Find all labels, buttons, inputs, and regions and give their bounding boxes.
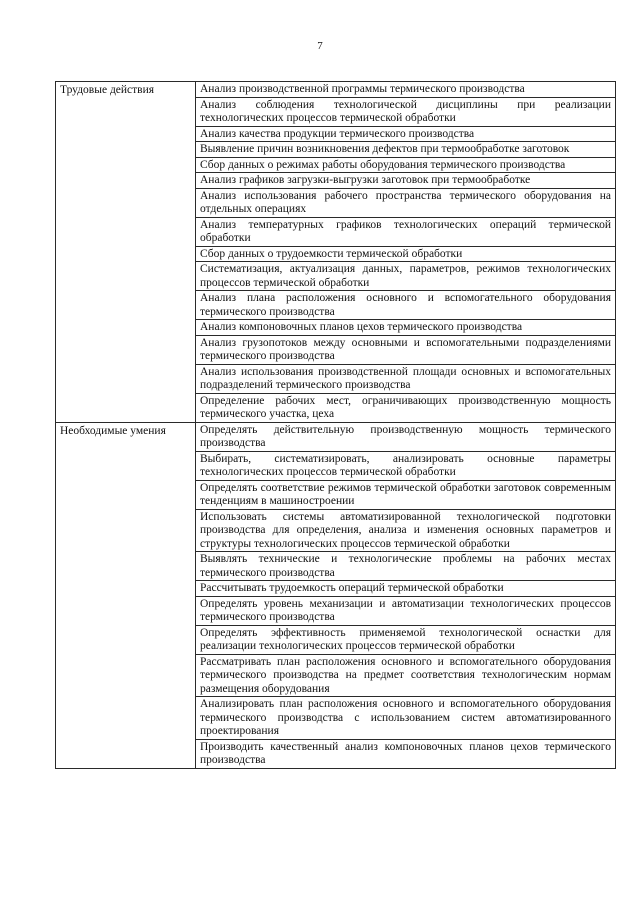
requirements-table	[55, 81, 616, 769]
section-item: Сбор данных о трудоемкости термической обработки	[196, 246, 616, 262]
section-item: Анализ компоновочных планов цехов термического производства	[196, 320, 616, 336]
section-item: Рассчитывать трудоемкость операций термической обработки	[196, 581, 616, 597]
section-item: Выбирать, систематизировать, анализировать основные параметры технологических процессов термической обработки	[196, 451, 616, 480]
section-item: Определение рабочих мест, ограничивающих производственную мощность термического участка, цеха	[196, 393, 616, 422]
section-item: Выявление причин возникновения дефектов при термообработке заготовок	[196, 142, 616, 158]
section-item: Определять уровень механизации и автоматизации технологических процессов термического производства	[196, 596, 616, 625]
section-item: Сбор данных о режимах работы оборудования термического производства	[196, 157, 616, 173]
section-item: Рассматривать план расположения основного и вспомогательного оборудования термического производства на предмет соответствия технологическим нормам размещения оборудования	[196, 654, 616, 697]
section-item: Систематизация, актуализация данных, параметров, режимов технологических процессов термической обработки	[196, 262, 616, 291]
section-item: Анализировать план расположения основного и вспомогательного оборудования термического производства с использованием систем автоматизированного проектирования	[196, 697, 616, 740]
page-number: 7	[317, 40, 323, 52]
section-item: Анализ производственной программы термического производства	[196, 82, 616, 98]
section-item: Производить качественный анализ компоновочных планов цехов термического производства	[196, 739, 616, 768]
section-item: Использовать системы автоматизированной технологической подготовки производства для определения, анализа и изменения основных параметров и структуры технологических процессов термической обработки	[196, 509, 616, 552]
section-item: Определять действительную производственную мощность термического производства	[196, 422, 616, 451]
table-row	[56, 422, 616, 451]
section-item: Анализ использования производственной площади основных и вспомогательных подразделений термического производства	[196, 364, 616, 393]
section-item: Анализ соблюдения технологической дисциплины при реализации технологических процессов термической обработки	[196, 97, 616, 126]
section-item: Анализ качества продукции термического производства	[196, 126, 616, 142]
section-item: Выявлять технические и технологические проблемы на рабочих местах термического производства	[196, 552, 616, 581]
section-item: Анализ использования рабочего пространства термического оборудования на отдельных операциях	[196, 188, 616, 217]
section-item: Определять эффективность применяемой технологической оснастки для реализации технологических процессов термической обработки	[196, 625, 616, 654]
section-item: Определять соответствие режимов термической обработки заготовок современным тенденциям в машиностроении	[196, 480, 616, 509]
section-label: Необходимые умения	[56, 422, 196, 768]
table-row	[56, 82, 616, 98]
section-item: Анализ графиков загрузки-выгрузки заготовок при термообработке	[196, 173, 616, 189]
section-item: Анализ грузопотоков между основными и вспомогательными подразделениями термического производства	[196, 335, 616, 364]
section-item: Анализ плана расположения основного и вспомогательного оборудования термического производства	[196, 291, 616, 320]
section-label: Трудовые действия	[56, 82, 196, 423]
section-item: Анализ температурных графиков технологических операций термической обработки	[196, 217, 616, 246]
